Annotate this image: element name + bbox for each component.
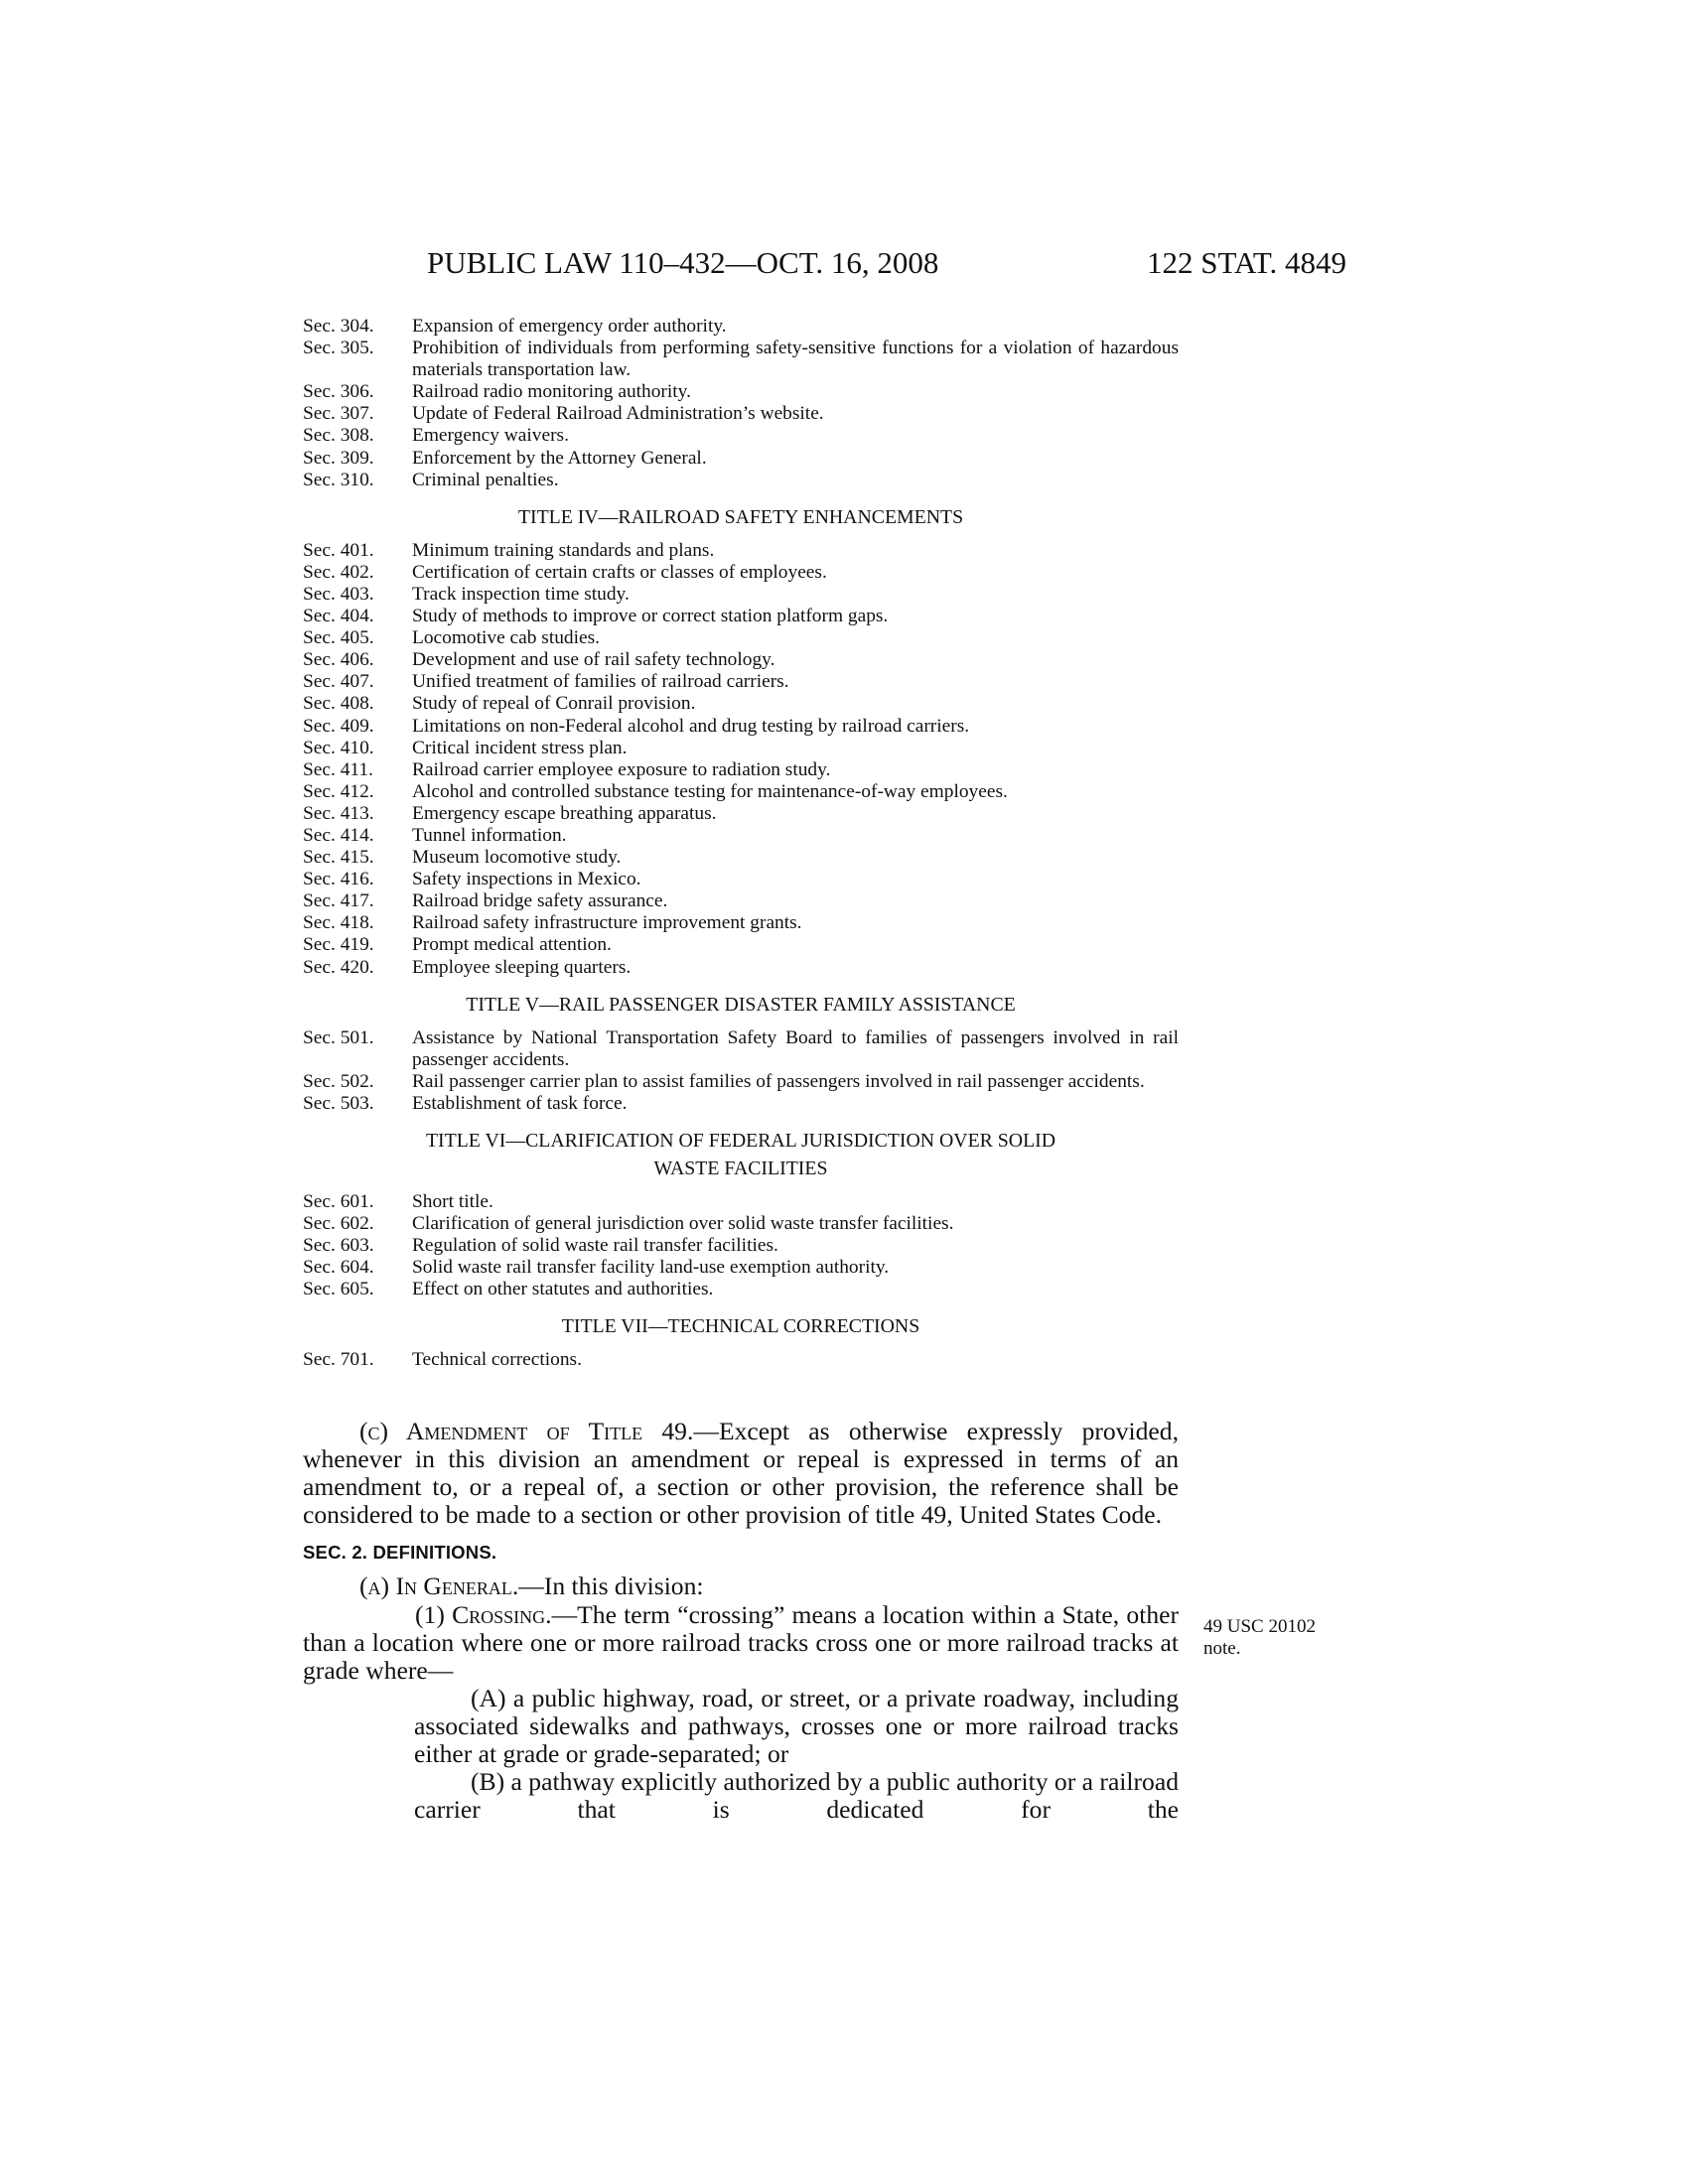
crossing-label: (1) Crossing. [415, 1599, 552, 1629]
toc-entry [303, 627, 1179, 649]
toc-entry-title: Criminal penalties. [412, 469, 559, 490]
toc-title6-list [303, 1191, 1179, 1300]
toc-entry-number: Sec. 604. [303, 1257, 374, 1279]
toc-entry-number: Sec. 603. [303, 1235, 374, 1257]
toc-entry-number: Sec. 406. [303, 649, 374, 671]
toc-entry-title: Unified treatment of families of railroad carriers. [412, 671, 789, 693]
toc-entry-number: Sec. 420. [303, 956, 374, 978]
toc-entry-title: Study of repeal of Conrail provision. [412, 693, 696, 715]
toc-entry [303, 869, 1179, 890]
toc-entry-number: Sec. 419. [303, 934, 374, 956]
toc-entry-number: Sec. 402. [303, 561, 374, 583]
toc-entry-number: Sec. 503. [303, 1092, 374, 1114]
toc-entry [303, 1093, 1179, 1115]
margin-note-line2: note. [1203, 1638, 1241, 1659]
toc-entry-title: Expansion of emergency order authority. [412, 316, 727, 337]
toc-entry-number: Sec. 501. [303, 1026, 374, 1048]
general-label: (a) In General. [359, 1571, 519, 1601]
toc-entry-number: Sec. 417. [303, 890, 374, 912]
toc-entry [303, 1349, 1179, 1371]
toc-entry [303, 1027, 1179, 1071]
toc-entry [303, 847, 1179, 869]
toc-entry-number: Sec. 414. [303, 824, 374, 846]
toc-entry-title: Museum locomotive study. [412, 847, 622, 869]
toc-entry-number: Sec. 404. [303, 606, 374, 627]
toc-entry-number: Sec. 418. [303, 912, 374, 934]
toc-entry [303, 912, 1179, 934]
toc-entry-number: Sec. 605. [303, 1279, 374, 1300]
table-of-contents [303, 316, 1179, 1372]
margin-note-line1: 49 USC 20102 [1203, 1616, 1316, 1637]
toc-entry-title: Track inspection time study. [412, 583, 630, 605]
toc-entry [303, 825, 1179, 847]
toc-entry [303, 1213, 1179, 1235]
toc-entry-number: Sec. 701. [303, 1349, 374, 1371]
toc-entry [303, 803, 1179, 825]
toc-entry-title: Short title. [412, 1191, 493, 1212]
toc-title5-list [303, 1027, 1179, 1115]
title5-heading: TITLE V—RAIL PASSENGER DISASTER FAMILY ASSISTANCE [466, 993, 1016, 1016]
toc-entry [303, 448, 1179, 470]
toc-title3-list [303, 316, 1179, 491]
toc-entry [303, 316, 1179, 338]
toc-entry [303, 403, 1179, 425]
toc-entry-number: Sec. 416. [303, 869, 374, 890]
toc-entry [303, 1279, 1179, 1300]
toc-entry-number: Sec. 306. [303, 381, 374, 403]
section-heading: SEC. 2. DEFINITIONS. [303, 1542, 497, 1564]
toc-entry [303, 562, 1179, 584]
general-paragraph [303, 1572, 1179, 1600]
running-header-stat: 122 STAT. 4849 [1147, 245, 1347, 280]
title4-heading: TITLE IV—RAILROAD SAFETY ENHANCEMENTS [517, 505, 964, 528]
toc-entry-title: Prompt medical attention. [412, 934, 612, 956]
toc-entry-title: Railroad carrier employee exposure to radiation study. [412, 758, 831, 780]
toc-entry-number: Sec. 601. [303, 1191, 374, 1212]
toc-entry [303, 470, 1179, 491]
toc-entry-number: Sec. 405. [303, 627, 374, 649]
crossing-paragraph [303, 1601, 1179, 1685]
item-b: (B) a pathway explicitly authorized by a public authority or a railroad carrier that is dedicated for the [414, 1767, 1179, 1825]
toc-entry-number: Sec. 411. [303, 758, 373, 780]
toc-entry [303, 671, 1179, 693]
toc-entry-title: Certification of certain crafts or classes of employees. [412, 561, 827, 583]
toc-entry-title: Minimum training standards and plans. [412, 539, 715, 561]
general-text: —In this division: [518, 1571, 704, 1601]
crossing-text: —The term “crossing” means a location within a State, other than a location where one or more railroad tracks cross one or more railroad tracks at grade where— [303, 1599, 1179, 1685]
toc-entry-title: Study of methods to improve or correct station platform gaps. [412, 606, 889, 627]
toc-entry-title: Rail passenger carrier plan to assist families of passengers involved in rail passenger accidents. [412, 1070, 1145, 1092]
toc-entry-title: Emergency waivers. [412, 425, 569, 447]
toc-title7-list [303, 1349, 1179, 1371]
toc-entry-number: Sec. 307. [303, 403, 374, 425]
toc-entry [303, 716, 1179, 738]
toc-entry-title: Tunnel information. [412, 824, 567, 846]
toc-entry-number: Sec. 310. [303, 469, 374, 490]
toc-entry [303, 425, 1179, 447]
toc-entry [303, 381, 1179, 403]
body-text [303, 1418, 1179, 1824]
amendment-label: (c) Amendment of Title 49. [359, 1417, 694, 1445]
toc-entry-title: Clarification of general jurisdiction over solid waste transfer facilities. [412, 1213, 954, 1235]
toc-entry-title: Locomotive cab studies. [412, 627, 601, 649]
toc-entry-number: Sec. 308. [303, 425, 374, 447]
toc-entry-title: Regulation of solid waste rail transfer facilities. [412, 1235, 778, 1257]
toc-entry [303, 1191, 1179, 1213]
toc-entry-number: Sec. 403. [303, 583, 374, 605]
toc-entry-title: Employee sleeping quarters. [412, 956, 632, 978]
title6-heading-line1: TITLE VI—CLARIFICATION OF FEDERAL JURISDICTION OVER SOLID [425, 1130, 1056, 1152]
toc-entry-title: Enforcement by the Attorney General. [412, 447, 707, 469]
toc-entry [303, 540, 1179, 562]
toc-entry [303, 759, 1179, 781]
toc-entry-number: Sec. 408. [303, 693, 374, 715]
toc-entry-title: Railroad safety infrastructure improvement grants. [412, 912, 802, 934]
toc-entry-number: Sec. 410. [303, 737, 374, 758]
toc-entry-title: Limitations on non-Federal alcohol and drug testing by railroad carriers. [412, 715, 970, 737]
toc-entry [303, 693, 1179, 715]
toc-entry-title: Prohibition of individuals from performing safety-sensitive functions for a violation of hazardous materials transportation law. [412, 338, 1179, 381]
toc-entry-number: Sec. 304. [303, 316, 374, 337]
toc-entry-title: Establishment of task force. [412, 1092, 628, 1114]
running-header-law: PUBLIC LAW 110–432—OCT. 16, 2008 [427, 245, 939, 280]
toc-entry-title: Critical incident stress plan. [412, 737, 628, 758]
toc-entry-title: Assistance by National Transportation Safety Board to families of passengers involved in rail passenger accidents. [412, 1026, 1179, 1070]
title6-heading-line2: WASTE FACILITIES [653, 1158, 828, 1179]
toc-entry [303, 934, 1179, 956]
title6-heading [303, 1127, 1179, 1182]
toc-entry-number: Sec. 401. [303, 539, 374, 561]
toc-entry [303, 957, 1179, 979]
toc-entry [303, 1071, 1179, 1093]
toc-entry-title: Railroad radio monitoring authority. [412, 381, 691, 403]
toc-entry [303, 1235, 1179, 1257]
toc-entry-title: Solid waste rail transfer facility land-use exemption authority. [412, 1257, 890, 1279]
toc-entry-number: Sec. 305. [303, 338, 374, 359]
toc-title4-list [303, 540, 1179, 979]
title7-heading: TITLE VII—TECHNICAL CORRECTIONS [561, 1315, 920, 1338]
toc-entry-number: Sec. 407. [303, 671, 374, 693]
toc-entry [303, 781, 1179, 803]
toc-entry-number: Sec. 409. [303, 715, 374, 737]
toc-entry-title: Alcohol and controlled substance testing for maintenance-of-way employees. [412, 780, 1008, 802]
amendment-paragraph [303, 1418, 1179, 1529]
toc-entry-number: Sec. 602. [303, 1213, 374, 1235]
toc-entry [303, 890, 1179, 912]
toc-entry [303, 649, 1179, 671]
toc-entry-title: Railroad bridge safety assurance. [412, 890, 668, 912]
toc-entry-number: Sec. 415. [303, 847, 374, 869]
toc-entry-number: Sec. 412. [303, 780, 374, 802]
toc-entry-title: Technical corrections. [412, 1349, 582, 1371]
item-a: (A) a public highway, road, or street, or a private roadway, including associated sidewalks and pathways, crosses one or more railroad tracks either at grade or grade-separated; or [414, 1683, 1179, 1769]
toc-entry-title: Update of Federal Railroad Administration’s website. [412, 403, 824, 425]
toc-entry-title: Safety inspections in Mexico. [412, 869, 641, 890]
toc-entry-number: Sec. 413. [303, 802, 374, 824]
toc-entry [303, 606, 1179, 627]
toc-entry-title: Effect on other statutes and authorities. [412, 1279, 714, 1300]
toc-entry [303, 1257, 1179, 1279]
toc-entry-title: Emergency escape breathing apparatus. [412, 802, 717, 824]
toc-entry-number: Sec. 502. [303, 1070, 374, 1092]
toc-entry-title: Development and use of rail safety technology. [412, 649, 775, 671]
amendment-text: —Except as otherwise expressly provided, whenever in this division an amendment or repeal is expressed in terms of an amendment to, or a repeal of, a section or other provision, the reference shall be considered to be made to a section or other provision of title 49, United States Code. [303, 1417, 1179, 1530]
toc-entry [303, 338, 1179, 381]
toc-entry-number: Sec. 309. [303, 447, 374, 469]
toc-entry [303, 584, 1179, 606]
toc-entry [303, 738, 1179, 759]
margin-note [1203, 1616, 1316, 1660]
